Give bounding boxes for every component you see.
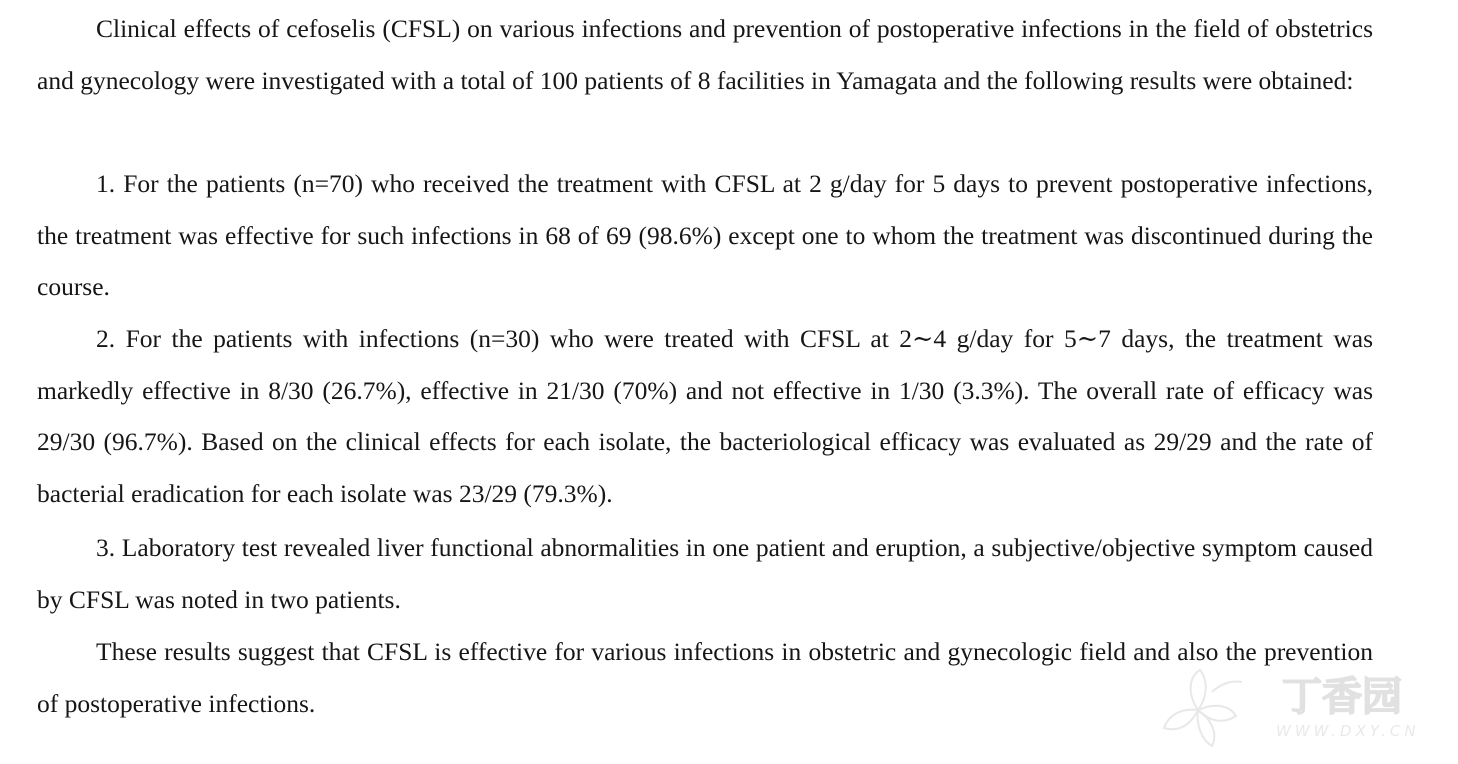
result-item-1: 1. For the patients (n=70) who received the treatment with CFSL at 2 g/day for 5 days to prevent postoperative infections, the treatment was effective for such infections in 68 of 69 (98.6%) except one to whom the treatment was discontinued during the course. — [37, 169, 1373, 301]
dxy-logo-text: 丁香园 — [1282, 674, 1402, 720]
abstract-intro-paragraph: Clinical effects of cefoselis (CFSL) on various infections and prevention of postoperative infections in the field of obstetrics and gynecology were investigated with a total of 100 patients of 8 facilities in Yamagata and the following results were obtained: — [37, 14, 1373, 95]
dxy-url-text: WWW.DXY.CN — [1276, 722, 1420, 740]
conclusion-paragraph: These results suggest that CFSL is effective for various infections in obstetric and gynecologic field and also the prevention of postoperative infections. — [37, 637, 1373, 718]
result-item-3: 3. Laboratory test revealed liver functional abnormalities in one patient and eruption, a subjective/objective symptom caused by CFSL was noted in two patients. — [37, 533, 1373, 614]
result-item-2: 2. For the patients with infections (n=30) who were treated with CFSL at 2∼4 g/day for 5∼7 days, the treatment was markedly effective in 8/30 (26.7%), effective in 21/30 (70%) and not effective in 1/30 (3.3%). The overall rate of efficacy was 29/30 (96.7%). Based on the clinical effects for each isolate, the bacteriological efficacy was evaluated as 29/29 and the rate of bacterial eradication for each isolate was 23/29 (79.3%). — [37, 324, 1373, 508]
